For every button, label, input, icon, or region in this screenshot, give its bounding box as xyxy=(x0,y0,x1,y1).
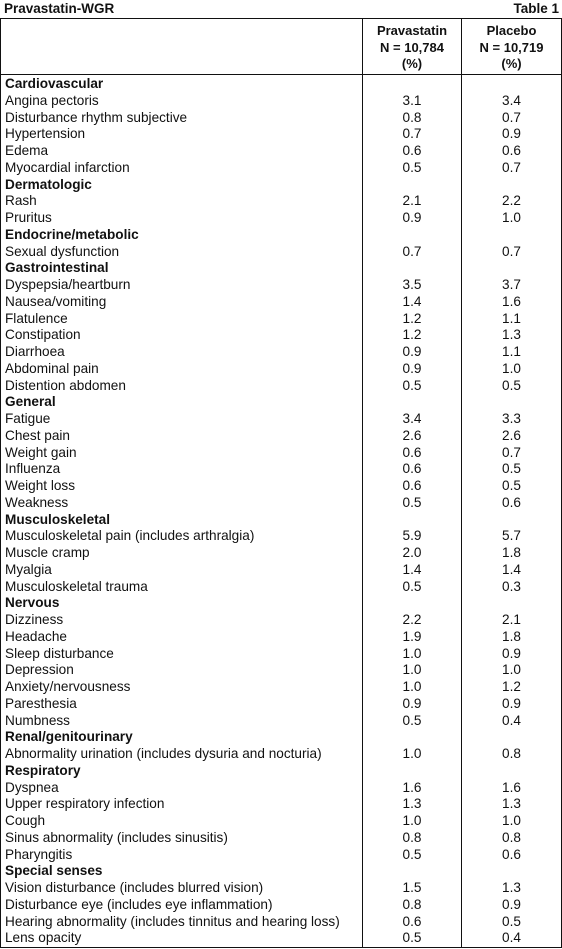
pravastatin-value: 0.6 xyxy=(402,478,422,493)
pravastatin-value: 0.6 xyxy=(402,461,422,477)
table-row xyxy=(1,495,561,512)
table-row xyxy=(1,646,561,663)
table-row xyxy=(1,143,561,160)
category-row xyxy=(1,227,561,244)
placebo-value: 0.9 xyxy=(502,695,521,711)
pravastatin-value: 0.5 xyxy=(402,494,422,510)
event-label: Cough xyxy=(5,813,46,828)
placebo-value: 0.5 xyxy=(502,913,521,929)
placebo-value: 0.7 xyxy=(502,444,521,460)
category-label: Special senses xyxy=(5,863,103,879)
placebo-value: 0.9 xyxy=(502,896,521,912)
category-label: Nervous xyxy=(5,595,60,611)
event-label: Weakness xyxy=(5,494,69,510)
placebo-value: 0.5 xyxy=(502,461,521,477)
table-row xyxy=(1,378,561,395)
table-row xyxy=(1,562,561,579)
category-label: Gastrointestinal xyxy=(5,260,109,276)
title-row xyxy=(2,0,560,17)
pravastatin-value: 0.8 xyxy=(402,896,422,912)
table-row xyxy=(1,880,561,897)
pravastatin-value: 1.2 xyxy=(402,310,422,326)
table-row xyxy=(1,914,561,931)
placebo-value: 0.8 xyxy=(502,746,521,761)
pravastatin-value: 1.0 xyxy=(402,645,422,661)
event-label: Pharyngitis xyxy=(5,846,73,862)
event-label: Musculoskeletal pain (includes arthralgia) xyxy=(5,528,255,544)
pravastatin-value: 0.7 xyxy=(402,126,422,142)
event-label: Myocardial infarction xyxy=(5,159,130,175)
table-row xyxy=(1,411,561,428)
table-row xyxy=(1,327,561,344)
table-row xyxy=(1,528,561,545)
column-header-placebo xyxy=(462,23,561,73)
placebo-value: 0.3 xyxy=(502,578,521,594)
pravastatin-value: 0.8 xyxy=(402,109,422,125)
pravastatin-value: 1.0 xyxy=(402,679,422,694)
pravastatin-value: 0.5 xyxy=(402,159,422,175)
placebo-value: 2.2 xyxy=(502,193,521,209)
placebo-value: 1.0 xyxy=(502,360,521,376)
table-row xyxy=(1,428,561,445)
event-label: Hypertension xyxy=(5,126,86,142)
event-label: Fatigue xyxy=(5,411,51,426)
event-label: Flatulence xyxy=(5,310,68,326)
category-label: Endocrine/metabolic xyxy=(5,226,139,242)
table-row xyxy=(1,445,561,462)
category-row xyxy=(1,177,561,194)
pravastatin-value: 1.3 xyxy=(402,796,422,812)
placebo-value: 3.7 xyxy=(502,277,521,292)
category-label: General xyxy=(5,394,56,410)
placebo-value: 1.6 xyxy=(502,293,521,309)
placebo-value: 2.6 xyxy=(502,427,521,443)
placebo-value: 0.7 xyxy=(502,243,521,259)
column-n: N = 10,719 xyxy=(479,39,544,55)
placebo-value: 0.6 xyxy=(502,846,521,862)
placebo-value: 0.6 xyxy=(502,143,521,158)
event-label: Disturbance eye (includes eye inflammation) xyxy=(5,896,273,912)
table-body xyxy=(1,76,561,947)
column-header-pravastatin xyxy=(363,23,461,73)
placebo-value: 1.2 xyxy=(502,679,521,694)
table-row xyxy=(1,93,561,110)
event-label: Weight loss xyxy=(5,478,76,493)
column-n: N = 10,784 xyxy=(380,39,444,55)
placebo-value: 1.8 xyxy=(502,628,521,644)
placebo-value: 0.4 xyxy=(502,712,521,728)
table-row xyxy=(1,294,561,311)
placebo-value: 1.0 xyxy=(502,813,521,828)
table-row xyxy=(1,847,561,864)
event-label: Distention abdomen xyxy=(5,377,126,393)
pravastatin-value: 0.5 xyxy=(402,930,422,946)
table-row xyxy=(1,344,561,361)
event-label: Dyspepsia/heartburn xyxy=(5,277,131,292)
placebo-value: 0.9 xyxy=(502,645,521,661)
event-label: Diarrhoea xyxy=(5,344,65,359)
event-label: Vision disturbance (includes blurred vision) xyxy=(5,880,264,895)
table-row xyxy=(1,244,561,261)
placebo-value: 0.6 xyxy=(502,494,521,510)
category-row xyxy=(1,512,561,529)
placebo-value: 1.3 xyxy=(502,327,521,343)
event-label: Dizziness xyxy=(5,612,64,627)
category-row xyxy=(1,260,561,277)
table-row xyxy=(1,629,561,646)
event-label: Influenza xyxy=(5,461,61,477)
event-label: Numbness xyxy=(5,712,70,728)
table-row xyxy=(1,830,561,847)
pravastatin-value: 1.9 xyxy=(402,628,422,644)
event-label: Headache xyxy=(5,628,67,644)
pravastatin-value: 1.0 xyxy=(402,813,422,828)
table-row xyxy=(1,545,561,562)
event-label: Paresthesia xyxy=(5,695,77,711)
table-row xyxy=(1,193,561,210)
pravastatin-value: 0.9 xyxy=(402,344,422,359)
event-label: Angina pectoris xyxy=(5,92,99,108)
event-label: Lens opacity xyxy=(5,930,82,946)
table-row xyxy=(1,930,561,947)
category-label: Musculoskeletal xyxy=(5,511,111,527)
pravastatin-value: 0.5 xyxy=(402,712,422,728)
pravastatin-value: 0.9 xyxy=(402,695,422,711)
table-row xyxy=(1,746,561,763)
event-label: Rash xyxy=(5,193,37,209)
category-row xyxy=(1,76,561,93)
table-row xyxy=(1,277,561,294)
column-unit: (%) xyxy=(401,56,423,71)
pravastatin-value: 2.0 xyxy=(402,545,422,560)
table-row xyxy=(1,160,561,177)
placebo-value: 1.6 xyxy=(502,779,521,795)
pravastatin-value: 0.9 xyxy=(402,360,422,376)
placebo-value: 0.4 xyxy=(502,930,521,946)
pravastatin-value: 0.9 xyxy=(402,210,422,225)
placebo-value: 5.7 xyxy=(502,528,521,544)
category-label: Dermatologic xyxy=(5,176,92,192)
pravastatin-value: 1.4 xyxy=(402,293,422,309)
pravastatin-value: 0.8 xyxy=(402,829,422,845)
pravastatin-value: 0.7 xyxy=(402,243,422,259)
event-label: Myalgia xyxy=(5,561,52,577)
category-row xyxy=(1,394,561,411)
placebo-value: 1.0 xyxy=(502,210,521,225)
pravastatin-value: 1.0 xyxy=(402,662,422,678)
table-row xyxy=(1,713,561,730)
table-row xyxy=(1,126,561,143)
column-unit: (%) xyxy=(501,56,522,71)
placebo-value: 1.4 xyxy=(502,561,521,577)
category-label: Renal/genitourinary xyxy=(5,729,133,745)
category-label: Cardiovascular xyxy=(5,76,104,91)
pravastatin-value: 1.4 xyxy=(402,561,422,577)
category-row xyxy=(1,863,561,880)
placebo-value: 3.3 xyxy=(502,411,521,426)
table-row xyxy=(1,813,561,830)
table-row xyxy=(1,210,561,227)
event-label: Anxiety/nervousness xyxy=(5,679,131,694)
event-label: Dyspnea xyxy=(5,779,59,795)
event-label: Constipation xyxy=(5,327,81,343)
table-row xyxy=(1,461,561,478)
placebo-value: 1.8 xyxy=(502,545,521,560)
pravastatin-value: 0.5 xyxy=(402,846,422,862)
placebo-value: 1.1 xyxy=(502,344,521,359)
event-label: Chest pain xyxy=(5,427,70,443)
event-label: Pruritus xyxy=(5,210,52,225)
event-label: Hearing abnormality (includes tinnitus and hearing loss) xyxy=(5,913,340,929)
event-label: Sexual dysfunction xyxy=(5,243,120,259)
event-label: Depression xyxy=(5,662,74,678)
pravastatin-value: 2.6 xyxy=(402,427,422,443)
pravastatin-value: 1.5 xyxy=(402,880,422,895)
table-row xyxy=(1,796,561,813)
event-label: Nausea/vomiting xyxy=(5,293,107,309)
pravastatin-value: 2.1 xyxy=(402,193,422,209)
pravastatin-value: 0.6 xyxy=(402,143,422,158)
placebo-value: 1.0 xyxy=(502,662,521,678)
table-row xyxy=(1,612,561,629)
placebo-value: 1.3 xyxy=(502,796,521,812)
category-row xyxy=(1,595,561,612)
pravastatin-value: 3.4 xyxy=(402,411,422,426)
table-number-label: Table 1 xyxy=(513,1,559,16)
event-label: Disturbance rhythm subjective xyxy=(5,109,188,125)
category-row xyxy=(1,729,561,746)
event-label: Musculoskeletal trauma xyxy=(5,578,148,594)
pravastatin-value: 0.6 xyxy=(402,913,422,929)
table-row xyxy=(1,311,561,328)
event-label: Muscle cramp xyxy=(5,545,90,560)
table-row xyxy=(1,478,561,495)
event-label: Weight gain xyxy=(5,444,77,460)
table-row xyxy=(1,897,561,914)
pravastatin-value: 5.9 xyxy=(402,528,422,544)
category-row xyxy=(1,763,561,780)
category-label: Respiratory xyxy=(5,762,81,778)
event-label: Upper respiratory infection xyxy=(5,796,165,812)
pravastatin-value: 0.5 xyxy=(402,377,422,393)
pravastatin-value: 0.6 xyxy=(402,444,422,460)
placebo-value: 0.7 xyxy=(502,109,521,125)
placebo-value: 2.1 xyxy=(502,612,521,627)
header-divider xyxy=(1,74,561,75)
document-title: Pravastatin-WGR xyxy=(4,1,115,16)
placebo-value: 1.3 xyxy=(502,880,521,895)
pravastatin-value: 1.6 xyxy=(402,779,422,795)
placebo-value: 3.4 xyxy=(502,92,521,108)
event-label: Sleep disturbance xyxy=(5,645,114,661)
table-row xyxy=(1,579,561,596)
placebo-value: 0.9 xyxy=(502,126,521,142)
table-row xyxy=(1,361,561,378)
event-label: Edema xyxy=(5,143,49,158)
pravastatin-value: 3.5 xyxy=(402,277,422,292)
column-name: Placebo xyxy=(486,23,537,38)
pravastatin-value: 3.1 xyxy=(402,92,422,108)
pravastatin-value: 0.5 xyxy=(402,578,422,594)
table-row xyxy=(1,110,561,127)
table-row xyxy=(1,679,561,696)
event-label: Abdominal pain xyxy=(5,360,99,376)
pravastatin-value: 1.0 xyxy=(402,746,422,761)
placebo-value: 0.5 xyxy=(502,377,521,393)
column-name: Pravastatin xyxy=(376,23,448,38)
event-label: Sinus abnormality (includes sinusitis) xyxy=(5,829,228,845)
placebo-value: 1.1 xyxy=(502,310,521,326)
table-row xyxy=(1,696,561,713)
table-row xyxy=(1,662,561,679)
placebo-value: 0.8 xyxy=(502,829,521,845)
placebo-value: 0.7 xyxy=(502,159,521,175)
adverse-events-table xyxy=(0,18,562,948)
pravastatin-value: 1.2 xyxy=(402,327,422,343)
pravastatin-value: 2.2 xyxy=(402,612,422,627)
event-label: Abnormality urination (includes dysuria and nocturia) xyxy=(5,746,322,761)
table-row xyxy=(1,780,561,797)
placebo-value: 0.5 xyxy=(502,478,521,493)
